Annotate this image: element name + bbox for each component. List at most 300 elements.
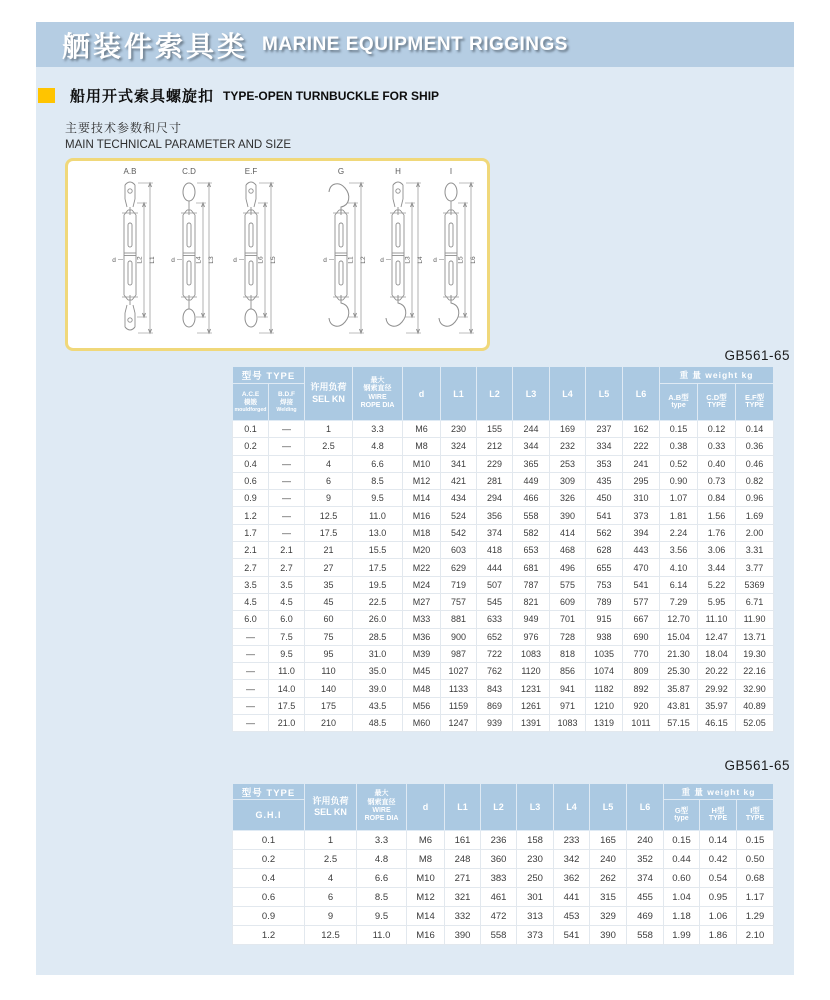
- table-row: [233, 472, 774, 489]
- table-row: [233, 542, 774, 559]
- svg-text:d: d: [323, 257, 327, 264]
- table-row: [233, 455, 774, 472]
- table-cell: 229: [477, 455, 513, 472]
- table-cell: 987: [441, 645, 477, 662]
- banner-title-en: MARINE EQUIPMENT RIGGINGS: [262, 33, 568, 55]
- table-cell: 281: [477, 472, 513, 489]
- table-cell: 310: [623, 490, 660, 507]
- table-cell: 629: [441, 559, 477, 576]
- svg-text:C.D: C.D: [182, 167, 196, 176]
- table-cell: 32.90: [736, 680, 774, 697]
- table-cell: 46.15: [698, 715, 736, 732]
- table-cell: 0.84: [698, 490, 736, 507]
- table-cell: 4.8: [353, 438, 403, 455]
- l4-header: L4: [554, 784, 590, 831]
- table-cell: —: [233, 715, 269, 732]
- table-cell: 0.2: [233, 850, 305, 869]
- table-cell: 728: [550, 628, 586, 645]
- table-cell: M12: [403, 472, 441, 489]
- table-cell: 722: [477, 645, 513, 662]
- table-cell: 6.71: [736, 593, 774, 610]
- table-cell: M8: [403, 438, 441, 455]
- table-cell: 0.42: [700, 850, 737, 869]
- table-cell: 2.7: [269, 559, 305, 576]
- table-cell: 939: [477, 715, 513, 732]
- table-row: [233, 645, 774, 662]
- table-cell: 0.38: [660, 438, 698, 455]
- table-cell: 1.69: [736, 507, 774, 524]
- table-cell: 19.5: [353, 576, 403, 593]
- table-cell: 75: [305, 628, 353, 645]
- table-cell: 324: [441, 438, 477, 455]
- table-cell: 31.0: [353, 645, 403, 662]
- table-cell: 373: [517, 926, 554, 945]
- table-cell: 6.14: [660, 576, 698, 593]
- table-cell: 309: [550, 472, 586, 489]
- table-cell: 0.14: [736, 421, 774, 438]
- table-cell: 1: [305, 421, 353, 438]
- l5-header: L5: [586, 367, 623, 421]
- table-cell: 43.81: [660, 697, 698, 714]
- table-cell: 1.2: [233, 926, 305, 945]
- table-cell: 3.06: [698, 542, 736, 559]
- table-cell: 26.0: [353, 611, 403, 628]
- table-cell: 6: [305, 472, 353, 489]
- table-cell: 169: [550, 421, 586, 438]
- table-cell: 652: [477, 628, 513, 645]
- table-cell: 0.6: [233, 888, 305, 907]
- table-cell: 892: [623, 680, 660, 697]
- table-cell: 1231: [513, 680, 550, 697]
- table-cell: —: [269, 455, 305, 472]
- table-cell: 915: [586, 611, 623, 628]
- table-cell: 941: [550, 680, 586, 697]
- table-cell: 3.5: [269, 576, 305, 593]
- table-cell: 35.87: [660, 680, 698, 697]
- table-cell: 236: [481, 831, 517, 850]
- table-cell: 3.3: [357, 831, 407, 850]
- diagram-svg: [68, 161, 487, 348]
- table-cell: 0.82: [736, 472, 774, 489]
- page-banner: [36, 22, 794, 67]
- table-cell: 2.5: [305, 850, 357, 869]
- table-cell: 241: [623, 455, 660, 472]
- svg-text:L1: L1: [347, 256, 355, 264]
- table-cell: 21.0: [269, 715, 305, 732]
- table-cell: 43.5: [353, 697, 403, 714]
- table-row: [233, 490, 774, 507]
- table-cell: 253: [550, 455, 586, 472]
- table-cell: 321: [445, 888, 481, 907]
- table-cell: 542: [441, 524, 477, 541]
- table-cell: 843: [477, 680, 513, 697]
- table-cell: 60: [305, 611, 353, 628]
- table-cell: 6.0: [233, 611, 269, 628]
- table-cell: 558: [513, 507, 550, 524]
- table-row: [233, 680, 774, 697]
- table-cell: 21: [305, 542, 353, 559]
- table-cell: 809: [623, 663, 660, 680]
- l6-header: L6: [623, 367, 660, 421]
- table-cell: 29.92: [698, 680, 736, 697]
- table-cell: M10: [407, 869, 445, 888]
- table-cell: 262: [590, 869, 627, 888]
- table-cell: 577: [623, 593, 660, 610]
- table-cell: 39.0: [353, 680, 403, 697]
- table-row: [233, 907, 774, 926]
- table-cell: 0.4: [233, 455, 269, 472]
- table-cell: 19.30: [736, 645, 774, 662]
- table-cell: 541: [586, 507, 623, 524]
- table-cell: 12.47: [698, 628, 736, 645]
- table-cell: M33: [403, 611, 441, 628]
- turnbuckle-table-ghi: [232, 783, 774, 945]
- table-cell: 0.15: [737, 831, 774, 850]
- table-cell: 1182: [586, 680, 623, 697]
- table-cell: 1083: [513, 645, 550, 662]
- table-cell: M36: [403, 628, 441, 645]
- table-row: [233, 507, 774, 524]
- weight-header: 重 量 weight kg: [664, 784, 774, 800]
- table-cell: 12.5: [305, 926, 357, 945]
- table-row: [233, 421, 774, 438]
- svg-text:L1: L1: [149, 256, 156, 264]
- weight-sub-ab: A.B型 type: [660, 384, 698, 421]
- table-cell: —: [269, 438, 305, 455]
- table-cell: 4.10: [660, 559, 698, 576]
- table-cell: 7.5: [269, 628, 305, 645]
- table-cell: 394: [623, 524, 660, 541]
- table-cell: 435: [586, 472, 623, 489]
- table-cell: 0.44: [664, 850, 700, 869]
- table-cell: 158: [517, 831, 554, 850]
- table-row: [233, 663, 774, 680]
- svg-text:L6: L6: [257, 256, 265, 264]
- weight-sub-h: H型 TYPE: [700, 800, 737, 831]
- table-cell: 524: [441, 507, 477, 524]
- table-cell: 329: [590, 907, 627, 926]
- table-cell: 1261: [513, 697, 550, 714]
- table-cell: 48.5: [353, 715, 403, 732]
- table-cell: 1.07: [660, 490, 698, 507]
- table-cell: 443: [623, 542, 660, 559]
- table-cell: M12: [407, 888, 445, 907]
- table-cell: 0.60: [664, 869, 700, 888]
- load-header: 许用负荷 SEL KN: [305, 784, 357, 831]
- table-cell: 603: [441, 542, 477, 559]
- table-cell: 5.95: [698, 593, 736, 610]
- table-row: [233, 697, 774, 714]
- table-cell: 161: [445, 831, 481, 850]
- table-cell: —: [269, 472, 305, 489]
- table-cell: 0.90: [660, 472, 698, 489]
- subtitle-cn: 主要技术参数和尺寸: [65, 121, 183, 135]
- svg-text:L5: L5: [457, 256, 465, 264]
- table-cell: 3.44: [698, 559, 736, 576]
- table-cell: 1.56: [698, 507, 736, 524]
- wire-rope-header: 最大 钢索直径 WIRE ROPE DIA: [353, 367, 403, 421]
- table-cell: 352: [627, 850, 664, 869]
- table-cell: 35.97: [698, 697, 736, 714]
- table-cell: 466: [513, 490, 550, 507]
- table-cell: 390: [550, 507, 586, 524]
- table-cell: M48: [403, 680, 441, 697]
- table-cell: 4.5: [269, 593, 305, 610]
- table-cell: M45: [403, 663, 441, 680]
- table-cell: 2.24: [660, 524, 698, 541]
- table-cell: —: [269, 421, 305, 438]
- table-cell: 719: [441, 576, 477, 593]
- table-cell: 453: [554, 907, 590, 926]
- table-cell: 0.54: [700, 869, 737, 888]
- table-cell: 856: [550, 663, 586, 680]
- table-cell: 1083: [550, 715, 586, 732]
- table-cell: 0.6: [233, 472, 269, 489]
- table-cell: 757: [441, 593, 477, 610]
- table-cell: 27: [305, 559, 353, 576]
- table-cell: 1011: [623, 715, 660, 732]
- table-row: [233, 611, 774, 628]
- table-row: [233, 831, 774, 850]
- table-cell: 6: [305, 888, 357, 907]
- table-cell: 1.81: [660, 507, 698, 524]
- table-cell: 248: [445, 850, 481, 869]
- table-cell: 313: [517, 907, 554, 926]
- table-cell: 8.5: [353, 472, 403, 489]
- turnbuckle-diagram: [65, 158, 490, 351]
- type-header: 型号 TYPE: [233, 367, 305, 384]
- table-cell: 0.9: [233, 907, 305, 926]
- table-cell: 507: [477, 576, 513, 593]
- l6-header: L6: [627, 784, 664, 831]
- table-cell: 390: [445, 926, 481, 945]
- table-cell: 468: [550, 542, 586, 559]
- table-cell: 7.29: [660, 593, 698, 610]
- table-cell: 35: [305, 576, 353, 593]
- table-cell: 690: [623, 628, 660, 645]
- table-cell: 0.12: [698, 421, 736, 438]
- table-cell: 8.5: [357, 888, 407, 907]
- table-cell: 35.0: [353, 663, 403, 680]
- d-header: d: [403, 367, 441, 421]
- svg-text:E.F: E.F: [244, 167, 258, 176]
- svg-text:d: d: [433, 257, 437, 264]
- subtitle-en: MAIN TECHNICAL PARAMETER AND SIZE: [65, 139, 291, 151]
- table-cell: 1.17: [737, 888, 774, 907]
- svg-text:d: d: [380, 257, 384, 264]
- table-cell: 5.22: [698, 576, 736, 593]
- table-row: [233, 715, 774, 732]
- table-cell: 374: [627, 869, 664, 888]
- table-cell: 17.5: [353, 559, 403, 576]
- table-cell: 271: [445, 869, 481, 888]
- svg-text:I: I: [449, 167, 453, 176]
- table-cell: 383: [481, 869, 517, 888]
- table-cell: 4: [305, 455, 353, 472]
- table-cell: 362: [554, 869, 590, 888]
- table-cell: —: [233, 645, 269, 662]
- table-cell: 25.30: [660, 663, 698, 680]
- table-cell: 1133: [441, 680, 477, 697]
- table-cell: 900: [441, 628, 477, 645]
- table-cell: 4.5: [233, 593, 269, 610]
- l2-header: L2: [477, 367, 513, 421]
- table-cell: 938: [586, 628, 623, 645]
- table-cell: 344: [513, 438, 550, 455]
- table-cell: M22: [403, 559, 441, 576]
- table-cell: 971: [550, 697, 586, 714]
- svg-text:L2: L2: [136, 256, 144, 264]
- page-content: [36, 22, 794, 975]
- table-cell: 165: [590, 831, 627, 850]
- table-cell: 444: [477, 559, 513, 576]
- table-cell: 4.8: [357, 850, 407, 869]
- table-cell: 1.76: [698, 524, 736, 541]
- table-cell: M6: [403, 421, 441, 438]
- table-body: [233, 831, 774, 945]
- subtitle: [65, 119, 291, 151]
- table-cell: 1120: [513, 663, 550, 680]
- turnbuckle-table-abcdef: [232, 366, 774, 732]
- table-cell: M16: [407, 926, 445, 945]
- table-cell: M10: [403, 455, 441, 472]
- type-sub-ghi: G.H.I: [233, 800, 305, 831]
- table-cell: 2.10: [737, 926, 774, 945]
- table-cell: 9.5: [269, 645, 305, 662]
- weight-sub-i: I型 TYPE: [737, 800, 774, 831]
- table-cell: 821: [513, 593, 550, 610]
- table-cell: 3.5: [233, 576, 269, 593]
- table-cell: 332: [445, 907, 481, 926]
- table-cell: 294: [477, 490, 513, 507]
- table-cell: —: [233, 628, 269, 645]
- table-cell: 2.1: [233, 542, 269, 559]
- table-cell: 469: [627, 907, 664, 926]
- table-cell: M27: [403, 593, 441, 610]
- table-cell: 17.5: [305, 524, 353, 541]
- yellow-bullet-icon: [38, 88, 55, 103]
- table-cell: 0.15: [660, 421, 698, 438]
- table-cell: 13.71: [736, 628, 774, 645]
- type-sub-ace: A.C.E 模锻 mouldforged: [233, 384, 269, 421]
- table-cell: 210: [305, 715, 353, 732]
- table-cell: 240: [590, 850, 627, 869]
- table-cell: 575: [550, 576, 586, 593]
- table-cell: 11.0: [357, 926, 407, 945]
- table-cell: 360: [481, 850, 517, 869]
- table-cell: M39: [403, 645, 441, 662]
- table-cell: 0.95: [700, 888, 737, 907]
- table-cell: 414: [550, 524, 586, 541]
- l1-header: L1: [441, 367, 477, 421]
- table-cell: 28.5: [353, 628, 403, 645]
- table-cell: 1210: [586, 697, 623, 714]
- table-cell: 175: [305, 697, 353, 714]
- table-cell: 4: [305, 869, 357, 888]
- table-cell: 418: [477, 542, 513, 559]
- l5-header: L5: [590, 784, 627, 831]
- table-cell: 334: [586, 438, 623, 455]
- table-cell: 1.7: [233, 524, 269, 541]
- table-cell: M20: [403, 542, 441, 559]
- table-cell: 0.73: [698, 472, 736, 489]
- table-cell: M56: [403, 697, 441, 714]
- table-cell: 11.90: [736, 611, 774, 628]
- table-cell: 1.99: [664, 926, 700, 945]
- table-cell: 162: [623, 421, 660, 438]
- table-cell: 1391: [513, 715, 550, 732]
- table-cell: 2.5: [305, 438, 353, 455]
- table-cell: 45: [305, 593, 353, 610]
- table-cell: 237: [586, 421, 623, 438]
- table-cell: 18.04: [698, 645, 736, 662]
- table-row: [233, 926, 774, 945]
- table-cell: 390: [590, 926, 627, 945]
- table-cell: 295: [623, 472, 660, 489]
- table-cell: 562: [586, 524, 623, 541]
- table-cell: 95: [305, 645, 353, 662]
- table-cell: 3.56: [660, 542, 698, 559]
- table-cell: 9: [305, 490, 353, 507]
- svg-text:L6: L6: [470, 256, 477, 264]
- table-cell: 353: [586, 455, 623, 472]
- table-cell: 0.2: [233, 438, 269, 455]
- svg-text:A.B: A.B: [123, 167, 137, 176]
- table-header: [233, 367, 774, 421]
- table-cell: 230: [517, 850, 554, 869]
- table-cell: 356: [477, 507, 513, 524]
- load-header: 许用负荷 SEL KN: [305, 367, 353, 421]
- table-cell: 365: [513, 455, 550, 472]
- table-cell: 326: [550, 490, 586, 507]
- table-cell: 315: [590, 888, 627, 907]
- table-cell: 3.31: [736, 542, 774, 559]
- table-cell: 3.3: [353, 421, 403, 438]
- table-row: [233, 888, 774, 907]
- table-cell: M14: [407, 907, 445, 926]
- table-cell: 558: [627, 926, 664, 945]
- table-cell: 472: [481, 907, 517, 926]
- table-cell: 6.0: [269, 611, 305, 628]
- table-cell: 0.46: [736, 455, 774, 472]
- table-cell: 0.96: [736, 490, 774, 507]
- table-cell: 0.1: [233, 421, 269, 438]
- table-cell: 212: [477, 438, 513, 455]
- weight-sub-ef: E.F型 TYPE: [736, 384, 774, 421]
- table-cell: 461: [481, 888, 517, 907]
- table-cell: 15.5: [353, 542, 403, 559]
- table-cell: 2.7: [233, 559, 269, 576]
- table-cell: 0.4: [233, 869, 305, 888]
- table-cell: 449: [513, 472, 550, 489]
- table-cell: —: [269, 524, 305, 541]
- table-cell: 949: [513, 611, 550, 628]
- table-cell: 20.22: [698, 663, 736, 680]
- table-cell: 701: [550, 611, 586, 628]
- svg-text:d: d: [112, 257, 116, 264]
- table-cell: 12.5: [305, 507, 353, 524]
- table-cell: M14: [403, 490, 441, 507]
- type-sub-bdf: B.D.F 焊接 Welding: [269, 384, 305, 421]
- table-cell: 609: [550, 593, 586, 610]
- table-cell: 1.04: [664, 888, 700, 907]
- table-cell: 628: [586, 542, 623, 559]
- table-cell: 770: [623, 645, 660, 662]
- table-row: [233, 628, 774, 645]
- table-cell: 342: [554, 850, 590, 869]
- table-cell: M16: [403, 507, 441, 524]
- table-cell: 57.15: [660, 715, 698, 732]
